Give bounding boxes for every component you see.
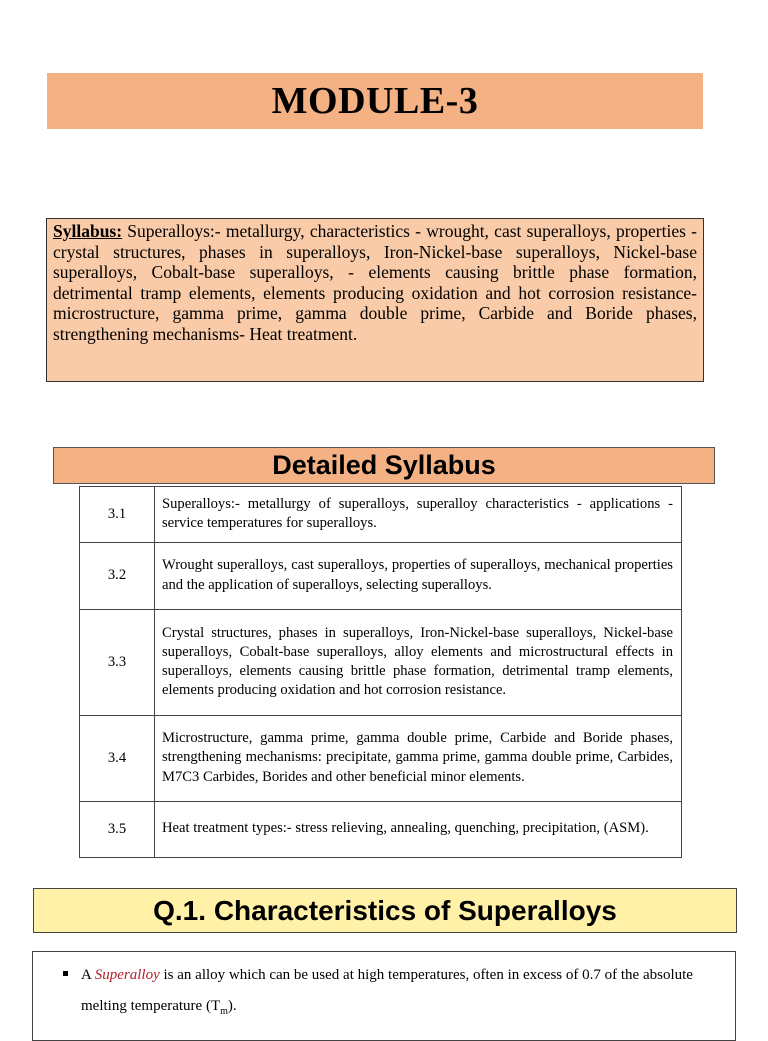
bullet-text: is an alloy which can be used at high temperatures, often in excess of 0.7 of the absolute melting temperature (T: [81, 967, 693, 1014]
row-description: Heat treatment types:- stress relieving, annealing, quenching, precipitation, (ASM).: [155, 802, 682, 858]
bullet-suffix: ).: [227, 998, 237, 1014]
module-title-banner: [47, 73, 703, 129]
syllabus-text: Superalloys:- metallurgy, characteristics - wrought, cast superalloys, properties -crystal structures, phases in superalloys, Iron-Nickel-base superalloys, Nickel-base superalloys, Cobalt-base superalloys, - elements causing brittle phase formation, detrimental tramp elements, elements producing oxidation and hot corrosion resistance- microstructure, gamma prime, gamma double prime, Carbide and Boride phases, strengthening mechanisms- Heat treatment.: [53, 221, 697, 344]
answer-box: [32, 951, 736, 1041]
detailed-syllabus-title: Detailed Syllabus: [272, 450, 496, 480]
row-description: Crystal structures, phases in superalloys, Iron-Nickel-base superalloys, Nickel-base superalloys, Cobalt-base superalloys, alloy elements and microstructural effects in superalloys, elements causing brittle phase formation, detrimental tramp elements, elements producing oxidation and hot corrosion resistance.: [155, 610, 682, 716]
question-title: Q.1. Characteristics of Superalloys: [153, 894, 617, 926]
row-description: Superalloys:- metallurgy of superalloys, superalloy characteristics - applications - service temperatures for superalloys.: [155, 487, 682, 543]
syllabus-box: [46, 218, 704, 382]
bullet-item: [63, 960, 715, 1027]
row-number: 3.3: [80, 610, 155, 716]
syllabus-lead: Syllabus:: [53, 221, 123, 241]
row-number: 3.2: [80, 543, 155, 610]
row-number: 3.1: [80, 487, 155, 543]
row-description: Wrought superalloys, cast superalloys, properties of superalloys, mechanical properties and the application of superalloys, selecting superalloys.: [155, 543, 682, 610]
row-number: 3.5: [80, 802, 155, 858]
term-superalloy: Superalloy: [94, 967, 160, 983]
square-bullet-icon: [63, 971, 68, 976]
detailed-syllabus-table: [79, 486, 682, 858]
table-row: [80, 543, 682, 610]
detailed-syllabus-banner: [53, 447, 715, 484]
row-description: Microstructure, gamma prime, gamma double prime, Carbide and Boride phases, strengthening mechanisms: precipitate, gamma prime, gamma double prime, Carbides, M7C3 Carbides, Borides and other beneficial minor elements.: [155, 716, 682, 802]
table-row: [80, 487, 682, 543]
subscript-m: m: [220, 1006, 228, 1017]
module-title: MODULE-3: [271, 80, 479, 122]
table-row: [80, 716, 682, 802]
table-row: [80, 610, 682, 716]
question-banner: [33, 888, 737, 933]
row-number: 3.4: [80, 716, 155, 802]
table-row: [80, 802, 682, 858]
bullet-prefix: A: [81, 967, 95, 983]
